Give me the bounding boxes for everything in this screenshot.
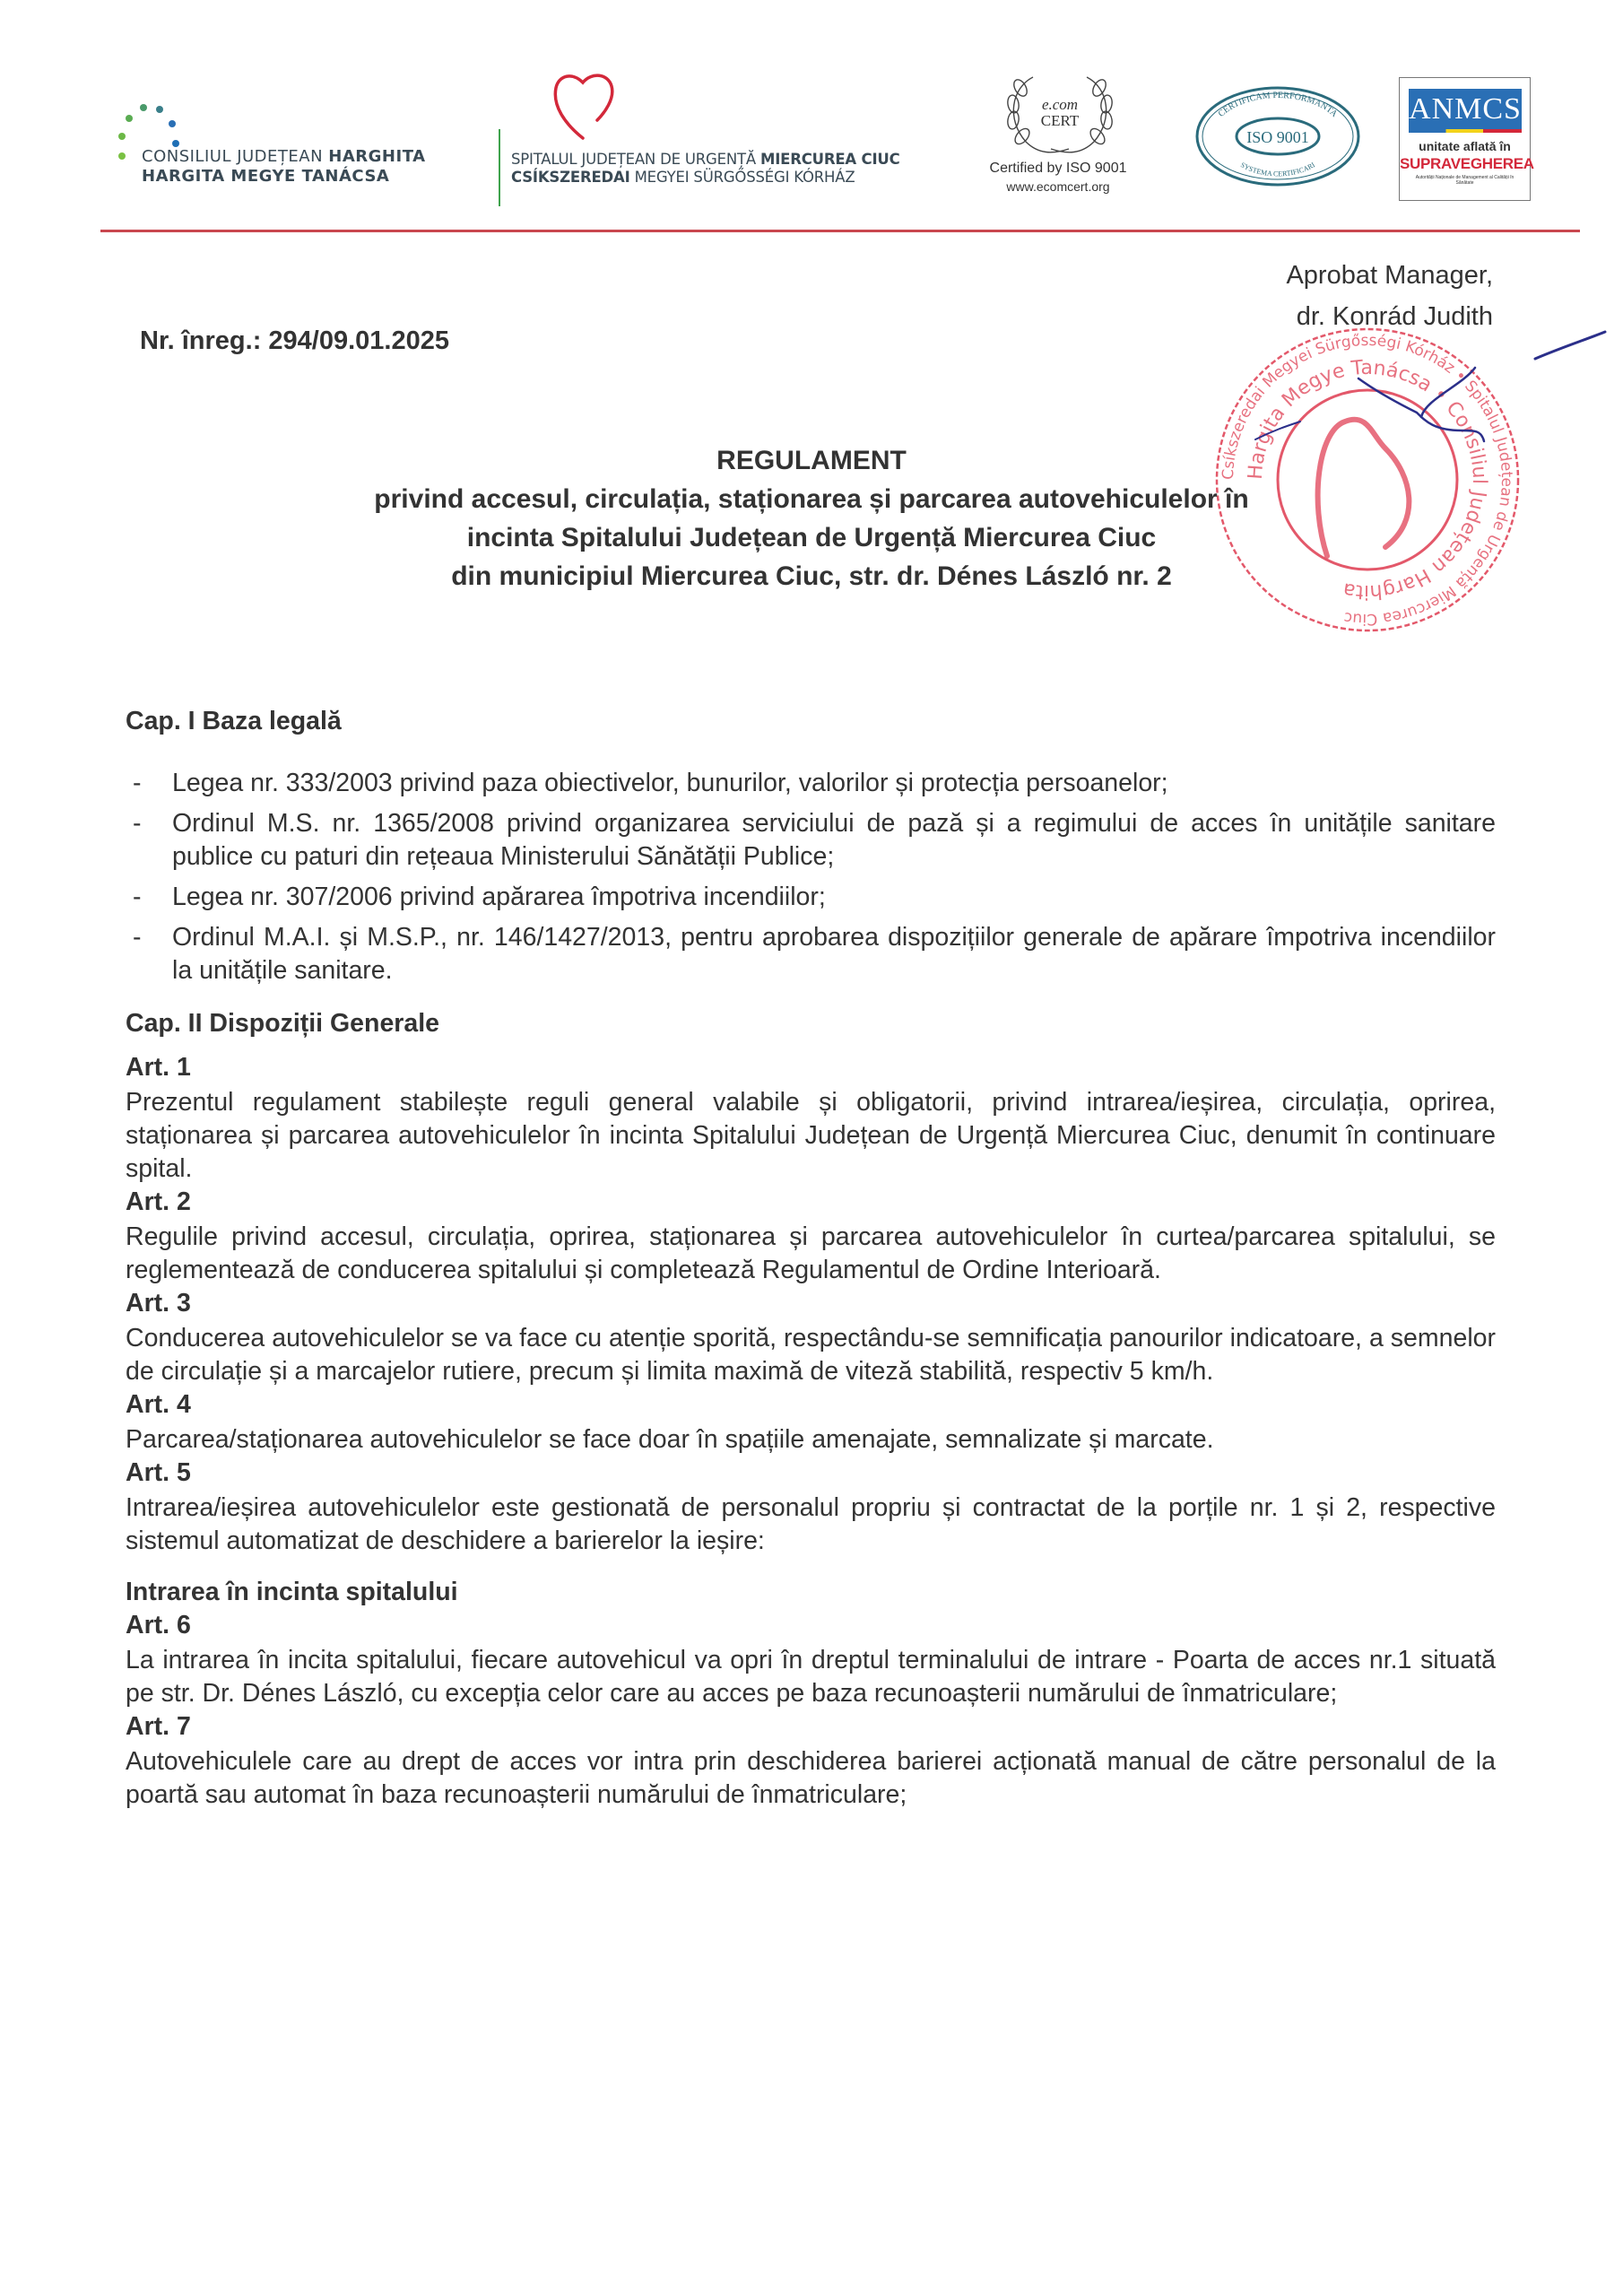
svg-text:e.com: e.com <box>1041 96 1079 113</box>
document-title <box>269 441 1354 596</box>
council-name-line1-bold: HARGHITA <box>328 147 426 166</box>
article-text: Intrarea/ieșirea autovehiculelor este gestionată de personalul propriu și contractat de la porțile nr. 1 și 2, respective sistemul automatizat de deschidere a barierelor la ieșire: <box>126 1493 1496 1555</box>
subsection-heading: Intrarea în incinta spitalului <box>126 1578 458 1606</box>
title-line3: din municipiul Miercurea Ciuc, str. dr. Dénes László nr. 2 <box>451 561 1172 591</box>
legal-basis-item: - Legea nr. 307/2006 privind apărarea împotriva incendiilor; <box>126 881 1496 914</box>
anmcs-line1: unitate aflată în <box>1419 139 1511 153</box>
article-5 <box>126 1457 1496 1558</box>
article-title: Art. 6 <box>126 1611 191 1639</box>
council-name <box>142 147 426 187</box>
chapter-2-heading: Cap. II Dispoziții Generale <box>126 1009 440 1038</box>
article-text: La intrarea în incita spitalului, fiecare autovehicul va opri în dreptul terminalului de intrare - Poarta de acces nr.1 situată pe str. Dr. Dénes László, cu excepția celor care au acces pe baza recunoașterii numărului de înmatriculare; <box>126 1646 1496 1708</box>
ecomcert-laurel-icon <box>997 70 1123 160</box>
anmcs-name: ANMCS <box>1409 89 1522 129</box>
council-name-line1: CONSILIUL JUDEȚEAN <box>142 147 329 166</box>
registration-number: Nr. înreg.: 294/09.01.2025 <box>140 326 449 355</box>
article-text: Prezentul regulament stabilește reguli general valabile și obligatorii, privind intrarea/ieșirea, circulația, oprirea, staționarea și parcarea autovehiculelor în incinta Spitalului Județean de Urgență Miercurea Ciuc, denumit în continuare spital. <box>126 1088 1496 1183</box>
legal-basis-list <box>126 767 1496 987</box>
article-title: Art. 7 <box>126 1712 191 1741</box>
title-heading: REGULAMENT <box>716 446 907 475</box>
legal-basis-item: - Legea nr. 333/2003 privind paza obiectivelor, bunurilor, valorilor și protecția persoanelor; <box>126 767 1496 800</box>
ecomcert-caption <box>986 160 1130 196</box>
article-title: Art. 3 <box>126 1289 191 1318</box>
ecomcert-certified-text: Certified by ISO 9001 <box>989 161 1127 176</box>
anmcs-line3: Autorității Naționale de Management al Calității în Sănătate <box>1415 175 1515 186</box>
article-4 <box>126 1388 1496 1457</box>
svg-text:SYSTEMA CERTIFICARI: SYSTEMA CERTIFICARI <box>1238 161 1317 178</box>
title-line1: privind accesul, circulația, staționarea și parcarea autovehiculelor în <box>374 484 1249 514</box>
article-text: Parcarea/staționarea autovehiculelor se face doar în spațiile amenajate, semnalizate și marcate. <box>126 1425 1214 1454</box>
council-name-line2: HARGITA MEGYE TANÁCSA <box>142 167 390 186</box>
approval-title: Aprobat Manager, <box>1286 261 1493 290</box>
approver-name: dr. Konrád Judith <box>1296 302 1493 331</box>
article-3 <box>126 1287 1496 1388</box>
document-body <box>126 692 1496 1812</box>
article-title: Art. 4 <box>126 1390 191 1419</box>
article-title: Art. 1 <box>126 1053 191 1082</box>
legal-basis-item: - Ordinul M.S. nr. 1365/2008 privind organizarea serviciului de pază și a regimului de acces în unitățile sanitare publice cu paturi din rețeaua Ministerului Sănătății Publice; <box>126 807 1496 874</box>
header-rule <box>100 230 1580 232</box>
anmcs-line2: SUPRAVEGHEREA <box>1400 155 1534 172</box>
article-1 <box>126 1051 1496 1186</box>
header-divider <box>499 129 500 206</box>
anmcs-badge <box>1399 77 1534 201</box>
article-2 <box>126 1186 1496 1287</box>
article-text: Regulile privind accesul, circulația, oprirea, staționarea și parcarea autovehiculelor în curtea/parcarea spitalului, se reglementează de conducerea spitalului și completează Regulamentul de Ordine Interioară. <box>126 1222 1496 1284</box>
article-7 <box>126 1710 1496 1812</box>
svg-text:ISO 9001: ISO 9001 <box>1246 128 1309 146</box>
article-text: Conducerea autovehiculelor se va face cu atenție sporită, respectându-se semnificația panourilor indicatoare, a semnelor de circulație și a marcajelor rutiere, precum și limita maximă de viteză stabilită, respectiv 5 km/h. <box>126 1324 1496 1386</box>
ecomcert-url: www.ecomcert.org <box>1006 179 1110 194</box>
hospital-name-line2: MEGYEI SÜRGŐSSÉGI KÓRHÁZ <box>629 169 855 186</box>
hospital-heart-logo <box>549 70 622 140</box>
legal-basis-item: - Ordinul M.A.I. și M.S.P., nr. 146/1427/2013, pentru aprobarea dispozițiilor generale de apărare împotriva incendiilor la unitățile sanitare. <box>126 921 1496 987</box>
hospital-name-line1-bold: MIERCUREA CIUC <box>760 151 900 168</box>
hospital-name <box>511 151 900 187</box>
article-text: Autovehiculele care au drept de acces vor intra prin deschiderea barierei acționată manual de către personalul de la poartă sau automat în baza recunoașterii numărului de înmatriculare; <box>126 1747 1496 1809</box>
svg-text:CERTIFICAM PERFORMANTA: CERTIFICAM PERFORMANTA <box>1216 90 1340 119</box>
svg-text:Csíkszeredai Megyei Sürgősségi: Csíkszeredai Megyei Sürgősségi Kórház • Spitalul Județean de Urgență Miercurea Ciuc <box>1219 331 1516 629</box>
hospital-name-line2-bold: CSÍKSZEREDAI <box>511 169 630 186</box>
hospital-name-line1: SPITALUL JUDEȚEAN DE URGENȚĂ <box>511 151 760 168</box>
svg-text:CERT: CERT <box>1040 112 1080 129</box>
article-title: Art. 5 <box>126 1458 191 1487</box>
anmcs-flag-stripe <box>1409 129 1522 133</box>
article-6 <box>126 1609 1496 1710</box>
iso-9001-badge-icon <box>1193 85 1363 188</box>
chapter-1-heading: Cap. I Baza legală <box>126 707 342 735</box>
svg-text:Hargita Megye Tanácsa • Consil: Hargita Megye Tanácsa • Consiliul Județean Harghita <box>1244 356 1491 604</box>
article-title: Art. 2 <box>126 1187 191 1216</box>
title-line2: incinta Spitalului Județean de Urgență Miercurea Ciuc <box>466 523 1157 552</box>
